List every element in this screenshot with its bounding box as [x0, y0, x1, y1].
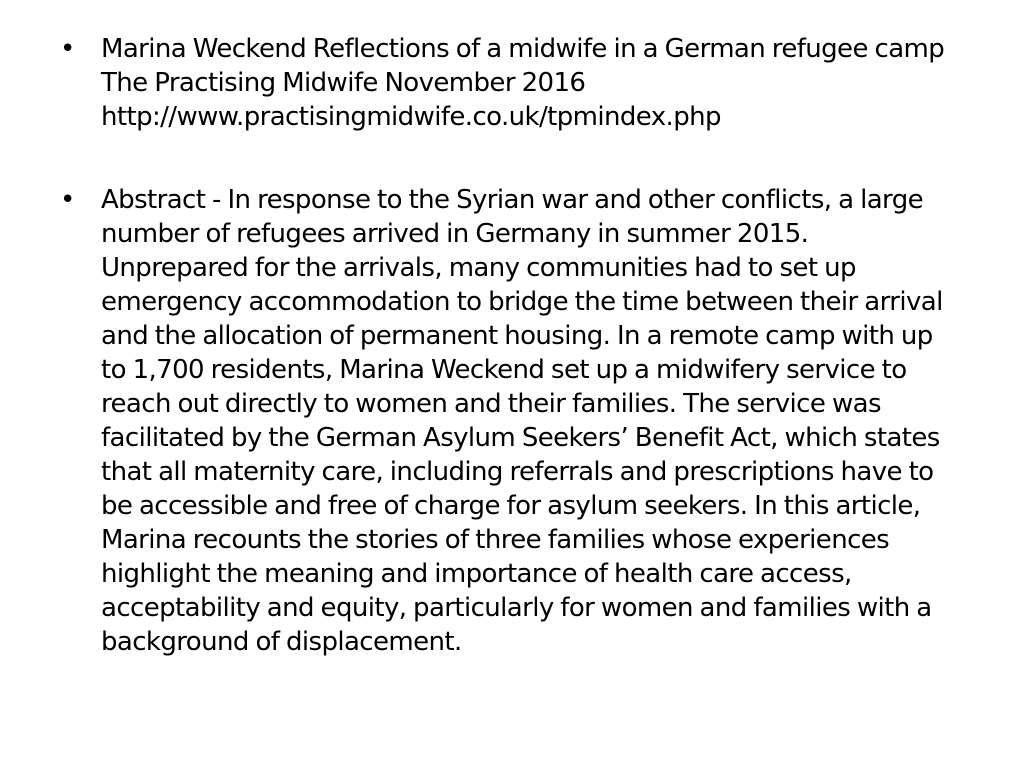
bullet-icon: •	[60, 185, 75, 215]
bullet-list	[60, 32, 960, 659]
abstract-text: Abstract - In response to the Syrian war and other conflicts, a large number of refugees arrived in Germany in summer 2015. Unprepared for the arrivals, many communities had to set up emergency accommodation to bridge the time between their arrival and the allocation of permanent housing. In a remote camp with up to 1,700 residents, Marina Weckend set up a midwifery service to reach out directly to women and their families. The service was facilitated by the German Asylum Seekers’ Benefit Act, which states that all maternity care, including referrals and prescriptions have to be accessible and free of charge for asylum seekers. In this article, Marina recounts the stories of three families whose experiences highlight the meaning and importance of health care access, acceptability and equity, particularly for women and families with a background of displacement.	[101, 185, 943, 657]
reference-bullet	[60, 32, 960, 134]
bullet-icon: •	[60, 34, 75, 64]
reference-text: Marina Weckend Reflections of a midwife in a German refugee camp The Practising Midwife November 2016 http://www.practisingmidwife.co.uk/tpmindex.php	[101, 34, 945, 132]
abstract-bullet	[60, 183, 960, 659]
